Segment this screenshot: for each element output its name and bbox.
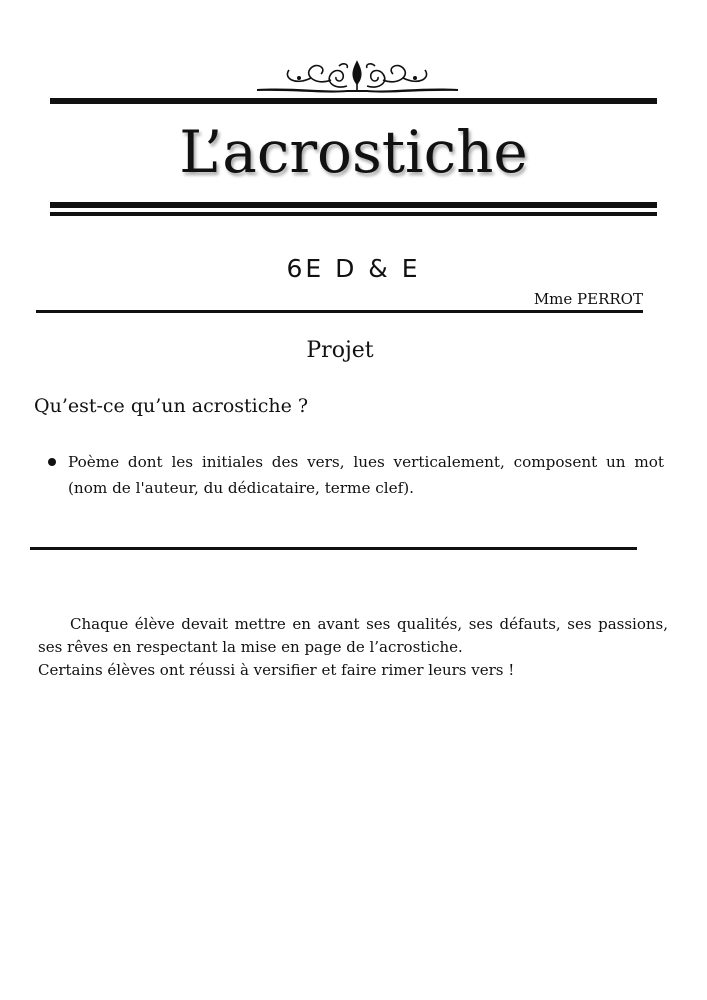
- page-title: L’acrostiche: [179, 118, 528, 186]
- bullet-dot: [48, 458, 56, 466]
- description-paragraph: Certains élèves ont réussi à versifier et faire rimer leurs vers !: [38, 661, 515, 679]
- section-heading: Projet: [306, 338, 374, 363]
- flourish-ornament-icon: [255, 56, 460, 98]
- description-paragraph: Chaque élève devait mettre en avant ses qualités, ses défauts, ses passions, ses rêves en respectant la mise en page de l’acrostiche.: [38, 615, 668, 656]
- section-divider: [30, 547, 637, 550]
- definition-text: Poème dont les initiales des vers, lues verticalement, composent un mot (nom de l'auteur, du dédicataire, terme clef).: [68, 453, 664, 497]
- title-rule-thick: [50, 202, 657, 208]
- title-rule-thin: [50, 212, 657, 216]
- top-rule: [50, 98, 657, 104]
- description-block: [38, 613, 668, 682]
- header-divider: [36, 310, 643, 313]
- teacher-name: Mme PERROT: [533, 290, 643, 308]
- class-label: 6E D & E: [286, 254, 421, 283]
- question-heading: Qu’est-ce qu’un acrostiche ?: [34, 395, 309, 417]
